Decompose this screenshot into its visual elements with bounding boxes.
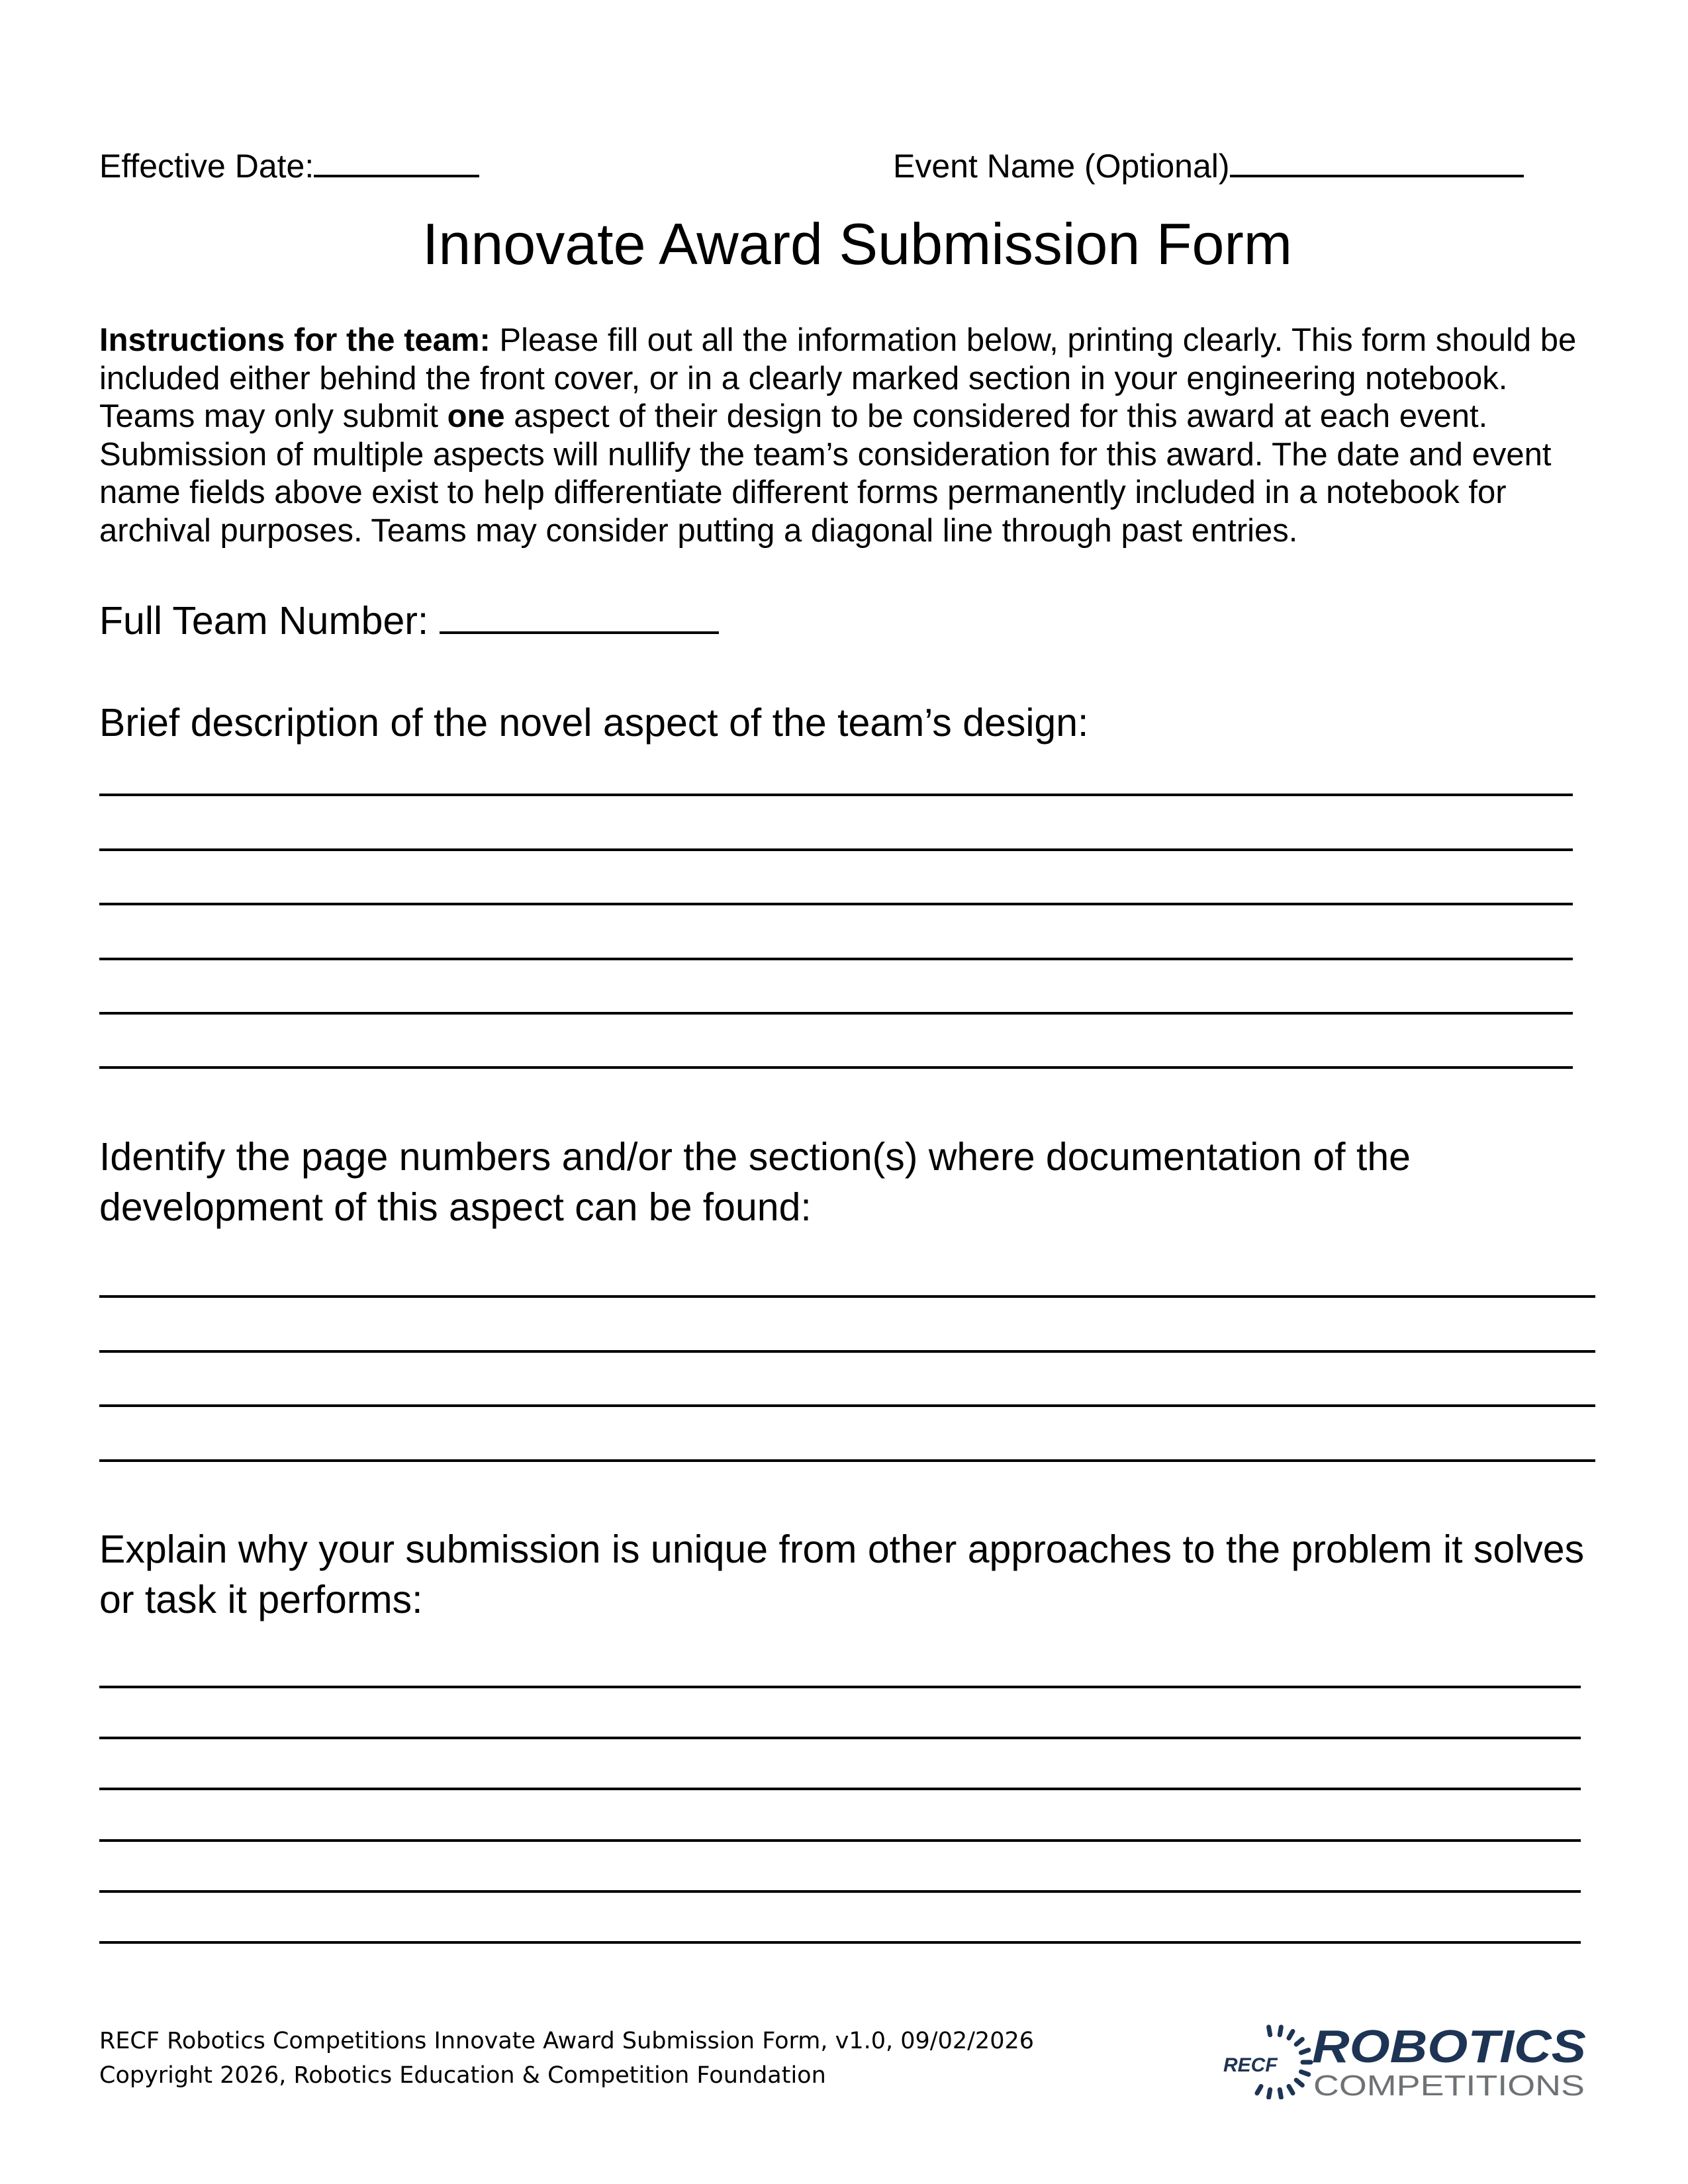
answer-3-line[interactable] xyxy=(99,1788,1581,1790)
event-name-label: Event Name (Optional) xyxy=(893,148,1230,185)
team-number-blank[interactable] xyxy=(440,631,719,634)
answer-2-line[interactable] xyxy=(99,1404,1595,1407)
question-1-label: Brief description of the novel aspect of the team’s design: xyxy=(99,701,1089,745)
answer-3-line[interactable] xyxy=(99,1737,1581,1739)
logo-word-competitions: COMPETITIONS xyxy=(1313,2070,1585,2099)
logo-word-robotics: ROBOTICS xyxy=(1312,2021,1586,2072)
answer-2-line[interactable] xyxy=(99,1350,1595,1353)
answer-3-line[interactable] xyxy=(99,1686,1581,1688)
event-name-blank[interactable] xyxy=(1230,175,1524,177)
event-name-field xyxy=(893,147,1524,185)
answer-1-line[interactable] xyxy=(99,903,1573,905)
robotics-competitions-logo xyxy=(1223,2021,1589,2099)
answer-2-line[interactable] xyxy=(99,1295,1595,1298)
logo-graphic xyxy=(1223,2021,1589,2099)
answer-2-line[interactable] xyxy=(99,1459,1595,1462)
effective-date-label: Effective Date: xyxy=(99,148,314,185)
answer-3-line[interactable] xyxy=(99,1890,1581,1893)
instructions-text-a: Please fill out all the information below, printing clearly. This form should be included either behind the front cover, or in a clearly marked section in your engineering notebook. Teams may only submit xyxy=(99,322,1577,435)
answer-1-line[interactable] xyxy=(99,1066,1573,1069)
effective-date-blank[interactable] xyxy=(314,175,479,177)
question-3-label: Explain why your submission is unique from other approaches to the problem it solves or task it performs: xyxy=(99,1527,1585,1621)
instructions-paragraph xyxy=(99,322,1595,551)
footer-line-1: RECF Robotics Competitions Innovate Award Submission Form, v1.0, 09/02/2026 xyxy=(99,2028,1034,2054)
answer-3-line[interactable] xyxy=(99,1941,1581,1944)
answer-1-line[interactable] xyxy=(99,794,1573,796)
answer-3-line[interactable] xyxy=(99,1839,1581,1842)
footer-text xyxy=(99,2024,1034,2093)
effective-date-field xyxy=(99,147,479,185)
question-2-label: Identify the page numbers and/or the section(s) where documentation of the development of this aspect can be found: xyxy=(99,1135,1411,1229)
instructions-text-b: aspect of their design to be considered for this award at each event. Submission of multiple aspects will nullify the team’s consideration for this award. The date and event name fields above exist to help differentiate different forms permanently included in a notebook for archival purposes. Teams may consider putting a diagonal line through past entries. xyxy=(99,398,1552,549)
answer-1-line[interactable] xyxy=(99,848,1573,851)
instructions-emphasis: one xyxy=(447,398,505,435)
answer-1-line[interactable] xyxy=(99,958,1573,960)
logo-mark: RECF xyxy=(1223,2054,1278,2076)
team-number-label: Full Team Number: xyxy=(99,599,429,643)
instructions-lead: Instructions for the team: xyxy=(99,322,491,358)
footer-line-2: Copyright 2026, Robotics Education & Competition Foundation xyxy=(99,2062,826,2089)
answer-1-line[interactable] xyxy=(99,1012,1573,1015)
page-title: Innovate Award Submission Form xyxy=(422,211,1293,277)
team-number-field xyxy=(99,598,719,643)
